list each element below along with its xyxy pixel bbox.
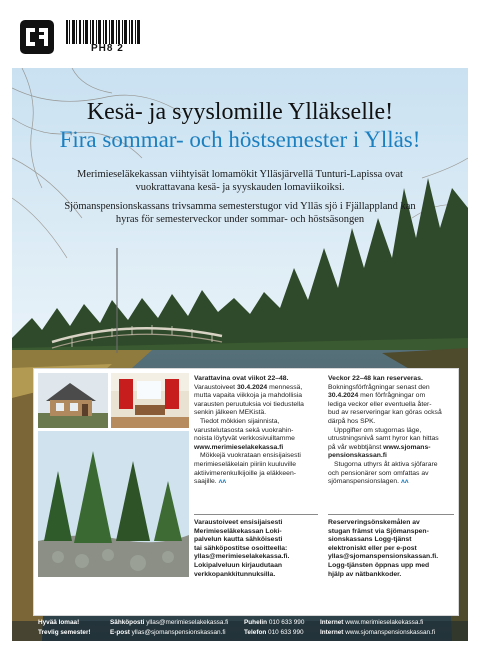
footer-web-label: Internet bbox=[320, 629, 344, 636]
sv-eligibility-2: och pensionärer som omfattas av bbox=[328, 469, 429, 477]
footer-email-label: Sähköposti bbox=[110, 619, 145, 626]
swedish-column bbox=[328, 375, 456, 487]
publisher-logo-icon bbox=[20, 20, 54, 54]
fi-booking-7: verkkopankkitunnuksilla. bbox=[194, 570, 276, 578]
headline-finnish: Kesä- ja syyslomille Ylläkselle! bbox=[86, 99, 394, 125]
footer-phone-value: 010 633 990 bbox=[267, 619, 305, 626]
fi-line-1c: mennessä, bbox=[267, 383, 303, 391]
fi-booking-3: palvelun kautta sähköisesti bbox=[194, 536, 283, 544]
footer-web-label: Internet bbox=[320, 619, 344, 626]
headline bbox=[12, 98, 468, 154]
fi-booking-1: Varaustoiveet ensisijaisesti bbox=[194, 519, 283, 526]
sv-booking-email[interactable]: yllas@sjomanspensionskassan.fi. bbox=[328, 553, 439, 561]
sv-booking-3: sionskassans Logg-tjänst bbox=[328, 536, 412, 544]
contact-footer bbox=[12, 616, 468, 640]
barcode-icon bbox=[66, 20, 140, 44]
sv-website-link[interactable]: www.sjomans- bbox=[383, 443, 431, 451]
footer-web-value: www.merimieselakekassa.fi bbox=[343, 619, 424, 626]
sv-booking-box bbox=[328, 519, 456, 579]
intro-swedish: Sjömanspensionskassans trivsamma semesterstugor vid Ylläs sjö i Fjällappland kan hyras för semesterveckor under sommar- och höstsäsongen bbox=[64, 201, 416, 225]
fi-website-link[interactable]: www.merimieselakekassa.fi bbox=[194, 443, 284, 451]
footer-phone-label: Telefon bbox=[244, 629, 267, 636]
fi-line-1 bbox=[194, 384, 320, 393]
sv-booking-6: Logg-tjänsten öppnas upp med bbox=[328, 561, 430, 569]
sv-info-3a: på vår webbtjänst bbox=[328, 443, 384, 451]
poster bbox=[12, 68, 468, 641]
sv-info-3 bbox=[328, 444, 456, 453]
fi-booking-2: Merimieseläkekassan Loki- bbox=[194, 527, 282, 535]
fi-info-2: varustelutasosta sekä vuokrahin- bbox=[194, 426, 294, 434]
sv-line-3: lediga veckor eller eventuella åter- bbox=[328, 400, 432, 408]
sv-eligibility-3a: sjömanspensionslagen. bbox=[328, 478, 400, 486]
footer-web-fi[interactable] bbox=[320, 618, 423, 627]
fi-line-1a: Varaustoiveet bbox=[194, 383, 237, 391]
fi-eligibility-4 bbox=[194, 478, 320, 487]
sv-eligibility-1: Stugorna uthyrs åt aktiva sjöfarare bbox=[334, 460, 438, 468]
sv-booking-2: stugan främst via Sjömanspen- bbox=[328, 527, 429, 535]
footer-phone-label: Puhelin bbox=[244, 619, 268, 626]
fi-line-4: senkin jälkeen MEKistä. bbox=[194, 409, 267, 417]
fi-booking-box bbox=[194, 519, 320, 579]
sv-line-1: Bokningsförfrågningar senast den bbox=[328, 383, 430, 391]
wave-icon: ʌʌ bbox=[400, 478, 409, 486]
sv-line-4: bud av reserveringar kan göras också bbox=[328, 409, 442, 417]
sv-deadline: 30.4.2024 bbox=[328, 392, 359, 400]
sv-booking-7: hjälp av nätbankkoder. bbox=[328, 570, 402, 578]
sv-line-2b: men förfrågningar om bbox=[358, 392, 426, 400]
sv-booking-1: Reserveringsönskemålen av bbox=[328, 519, 420, 526]
footer-email-sv[interactable] bbox=[110, 628, 226, 637]
fi-divider bbox=[194, 514, 318, 515]
footer-email-fi[interactable] bbox=[110, 618, 228, 627]
fi-line-2: mutta vapaita viikkoja ja mahdollisia bbox=[194, 392, 303, 400]
top-bar bbox=[0, 0, 480, 68]
barcode-code: PH8 2 bbox=[91, 43, 124, 54]
headline-swedish: Fira sommar- och höstsemester i Ylläs! bbox=[59, 127, 421, 152]
cabin-interior-photo bbox=[111, 373, 189, 428]
footer-phone-fi bbox=[244, 618, 304, 627]
footer-web-sv[interactable] bbox=[320, 628, 435, 637]
footer-phone-value: 010 633 990 bbox=[266, 629, 304, 636]
sv-line-2 bbox=[328, 392, 456, 401]
sv-divider bbox=[328, 514, 454, 515]
footer-greeting-sv: Trevlig semester! bbox=[38, 629, 91, 636]
footer-phone-sv bbox=[244, 628, 304, 637]
sv-website-link-2[interactable]: pensionskassan.fi bbox=[328, 452, 387, 460]
wave-icon: ʌʌ bbox=[218, 478, 227, 486]
intro-text bbox=[52, 168, 428, 232]
sv-line-5: därpå hos SPK. bbox=[328, 417, 376, 425]
footer-greeting-fi: Hyvää lomaa! bbox=[38, 619, 80, 626]
finnish-column bbox=[194, 375, 320, 487]
footer-web-value: www.sjomanspensionskassan.fi bbox=[343, 629, 436, 636]
fi-eligibility-2: merimieseläkelain piiriin kuuluville bbox=[194, 460, 296, 468]
footer-email-label: E-post bbox=[110, 629, 130, 636]
cabin-exterior-photo bbox=[38, 373, 108, 428]
fi-deadline: 30.4.2024 bbox=[236, 383, 268, 391]
fi-info-1: Tiedot mökkien sijainnista, bbox=[200, 417, 280, 425]
sv-eligibility-3 bbox=[328, 478, 456, 487]
fi-eligibility-1: Mökkejä vuokrataan ensisijaisesti bbox=[200, 452, 301, 460]
fi-info-3: noista löytyvät verkkosivuiltamme bbox=[194, 435, 295, 443]
sv-title: Veckor 22–48 kan reserveras. bbox=[328, 375, 423, 382]
sv-info-1: Uppgifter om stugornas läge, bbox=[334, 426, 422, 434]
fi-line-3: varausten peruutuksia voi tiedustella bbox=[194, 400, 304, 408]
fi-eligibility-3: aktiivimerenkulkijoille ja eläkkeen- bbox=[194, 469, 296, 477]
fi-title: Varattavina ovat viikot 22–48. bbox=[194, 375, 289, 382]
fi-booking-email[interactable]: yllas@merimieselakekassa.fi. bbox=[194, 553, 290, 561]
intro-finnish: Merimieseläkekassan viihtyisät lomamökit Ylläsjärvellä Tunturi-Lapissa ovat vuokrattavana kesä- ja syyskauden lomaviikoiksi. bbox=[77, 169, 403, 193]
info-box bbox=[33, 368, 459, 616]
fi-eligibility-4a: saajille. bbox=[194, 478, 217, 486]
fi-booking-6: Lokipalveluun kirjaudutaan bbox=[194, 561, 282, 569]
footer-email-value: yllas@merimieselakekassa.fi bbox=[144, 619, 229, 626]
fi-booking-4: tai sähköpostitse osoitteella: bbox=[194, 544, 288, 552]
sv-booking-4: elektroniskt eller per e-post bbox=[328, 544, 417, 552]
sv-info-2: utrustningsnivå samt hyror kan hittas bbox=[328, 435, 439, 443]
forest-photo bbox=[38, 431, 189, 577]
footer-email-value: yllas@sjomanspensionskassan.fi bbox=[129, 629, 226, 636]
